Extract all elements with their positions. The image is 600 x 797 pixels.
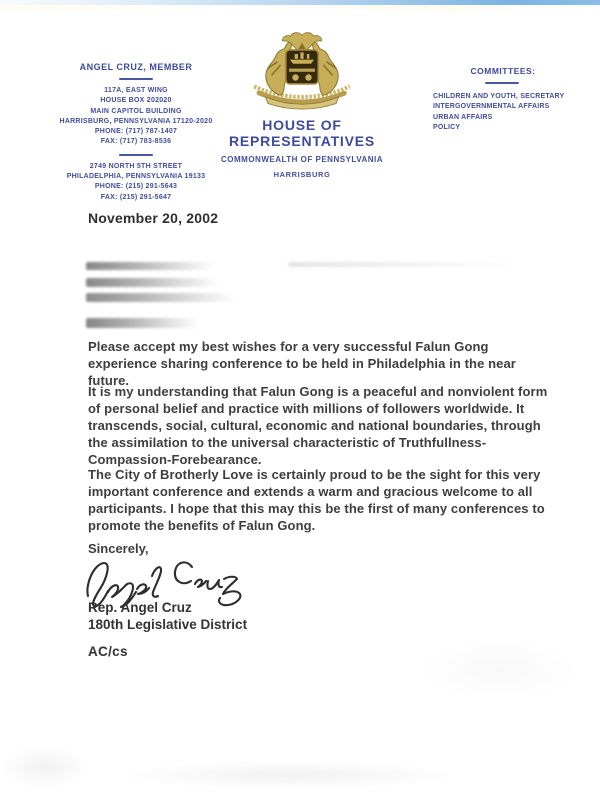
signer-district: 180th Legislative District (88, 617, 248, 632)
text-line: PHONE: (717) 787-1407 (94, 128, 178, 136)
text-line: HARRISBURG, PENNSYLVANIA 17120-2020 (59, 117, 213, 125)
divider (119, 78, 153, 80)
redacted-recipient-line (86, 293, 235, 302)
scan-tint-artifact (0, 5, 600, 11)
text-line: 2749 NORTH 5TH STREET (89, 162, 183, 170)
body-paragraph: The City of Brotherly Love is certainly proud to be the sight for this very important conference and extends a warm and gracious welcome to all participants. I hope that this may this be the first of many conferences to promote the benefits of Falun Gong. (88, 467, 545, 533)
scan-smudge (0, 745, 90, 790)
divider (485, 82, 519, 84)
redacted-salutation-line (86, 318, 199, 328)
reference-initials: AC/cs (88, 644, 128, 659)
letterhead-title: HOUSE OF REPRESENTATIVES (228, 117, 376, 149)
text-line: MAIN CAPITOL BUILDING (90, 107, 182, 115)
text-line: INTERGOVERNMENTAL AFFAIRS (433, 103, 550, 111)
scan-smudge (288, 262, 518, 267)
member-name: ANGEL CRUZ, MEMBER (79, 62, 193, 72)
signer-block (88, 599, 247, 633)
text-line: POLICY (433, 123, 461, 131)
text-line: PHILADELPHIA, PENNSYLVANIA 19133 (66, 173, 206, 181)
letterhead-city: HARRISBURG (273, 170, 331, 179)
text-line: FAX: (215) 291-5647 (100, 193, 172, 201)
text-line: URBAN AFFAIRS (433, 113, 493, 121)
scan-smudge (420, 640, 580, 700)
closing-salutation: Sincerely, (88, 541, 149, 556)
committees-block (433, 66, 591, 133)
text-line: HOUSE BOX 202020 (100, 97, 172, 105)
letter-date: November 20, 2002 (88, 210, 219, 226)
text-line: PHONE: (215) 291-5643 (94, 183, 178, 191)
pennsylvania-coat-of-arms-seal (190, 28, 414, 114)
committees-heading: COMMITTEES: (470, 66, 536, 76)
text-line: FAX: (717) 783-8536 (100, 138, 172, 146)
text-line: CHILDREN AND YOUTH, SECRETARY (433, 93, 565, 100)
coat-of-arms-icon (241, 28, 363, 114)
body-paragraph: It is my understanding that Falun Gong is a peaceful and nonviolent form of personal belief and practice with millions of followers worldwide. It transcends, social, cultural, economic and national boundaries, through the assimilation to the universal characteristic of Truthfullness-Compassion-Forebearance. (88, 384, 548, 467)
body-paragraph: Please accept my best wishes for a very successful Falun Gong experience sharing conference to be held in Philadelphia in the near future. (88, 339, 516, 388)
redacted-recipient-line (86, 278, 219, 287)
scan-smudge (120, 760, 460, 790)
divider (119, 154, 153, 156)
letterhead-center (190, 28, 414, 179)
redacted-recipient-line (86, 262, 214, 270)
signer-name: Rep. Angel Cruz (88, 600, 192, 615)
text-line: 117A, EAST WING (104, 87, 168, 94)
letterhead-subtitle: COMMONWEALTH OF PENNSYLVANIA (221, 155, 383, 164)
committees-list (433, 92, 591, 133)
